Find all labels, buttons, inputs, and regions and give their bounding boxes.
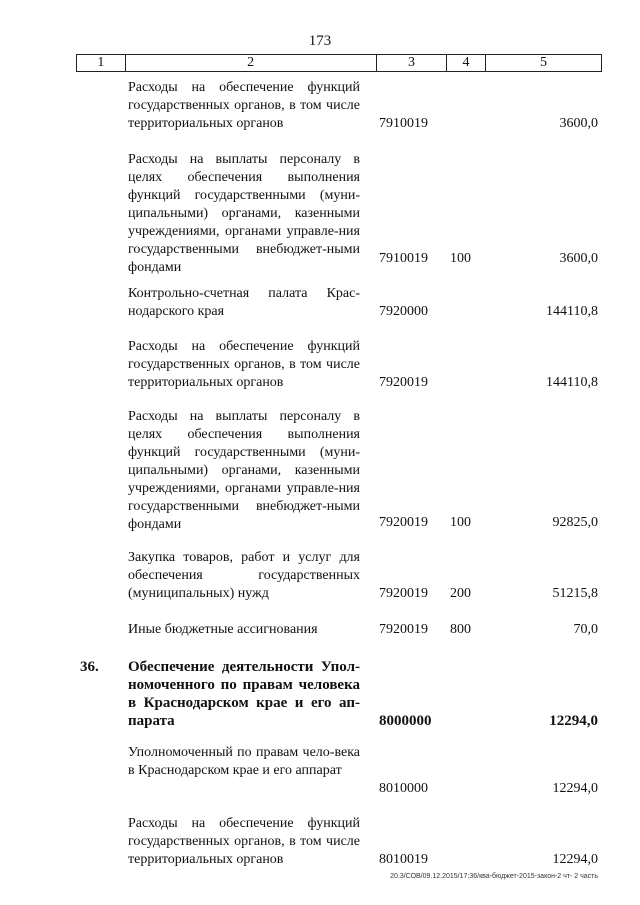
row-description: Иные бюджетные ассигнования — [128, 622, 318, 637]
column-header-2: 2 — [126, 55, 377, 71]
row-description: Контрольно-счетная палата Крас-нодарского края — [128, 286, 360, 319]
column-header-5: 5 — [539, 55, 547, 70]
row-description: Расходы на обеспечение функций государственных органов, в том числе территориальных органов — [128, 80, 360, 131]
row-target-code: 8010019 — [379, 852, 428, 867]
row-target-code: 7920019 — [379, 622, 428, 637]
row-amount: 144110,8 — [546, 304, 598, 319]
column-header-3: 3 — [377, 55, 447, 71]
row-description: Обеспечение деятельности Упол-номоченного по правам человека в Краснодарском крае и его ап-парата — [128, 659, 360, 729]
row-target-code: 8010000 — [379, 781, 428, 796]
document-footer: 20.3/СОВ/09.12.2015/17:36/ква-бюджет-2015-закон-2 чт- 2 часть — [390, 873, 598, 880]
page-number: 173 — [308, 33, 332, 49]
row-description: Закупка товаров, работ и услуг для обеспечения государственных (муниципальных) нужд — [128, 550, 360, 601]
row-target-code: 7910019 — [379, 251, 428, 266]
row-amount: 12294,0 — [549, 713, 598, 729]
row-amount: 3600,0 — [559, 116, 598, 131]
row-target-code: 8000000 — [379, 713, 432, 729]
row-amount: 92825,0 — [552, 515, 598, 530]
row-amount: 51215,8 — [552, 586, 598, 601]
row-amount: 12294,0 — [552, 852, 598, 867]
row-expense-type: 100 — [450, 251, 471, 266]
row-expense-type: 200 — [450, 586, 471, 601]
row-amount: 12294,0 — [552, 781, 598, 796]
column-header-1: 1 — [77, 55, 126, 71]
row-number: 36. — [80, 659, 99, 675]
column-header-4: 4 — [447, 55, 486, 71]
row-description: Расходы на выплаты персоналу в целях обеспечения выполнения функций государственными (муни-ципальными) органами, казенными учреждениями, органами управле-ния государственными внебюджет-ными фондами — [128, 409, 360, 532]
row-amount: 70,0 — [573, 622, 598, 637]
row-amount: 144110,8 — [546, 375, 598, 390]
row-target-code: 7920019 — [379, 586, 428, 601]
row-target-code: 7920000 — [379, 304, 428, 319]
row-amount: 3600,0 — [559, 251, 598, 266]
row-expense-type: 100 — [450, 515, 471, 530]
row-description: Расходы на обеспечение функций государственных органов, в том числе территориальных органов — [128, 816, 360, 867]
row-description: Уполномоченный по правам чело-века в Краснодарском крае и его аппарат — [128, 745, 360, 778]
row-target-code: 7920019 — [379, 375, 428, 390]
row-description: Расходы на обеспечение функций государственных органов, в том числе территориальных органов — [128, 339, 360, 390]
row-target-code: 7920019 — [379, 515, 428, 530]
row-description: Расходы на выплаты персоналу в целях обеспечения выполнения функций государственными (муни-ципальными) органами, казенными учреждениями, органами управле-ния государственными внебюджет-ными фондами — [128, 152, 360, 275]
row-expense-type: 800 — [450, 622, 471, 637]
row-target-code: 7910019 — [379, 116, 428, 131]
